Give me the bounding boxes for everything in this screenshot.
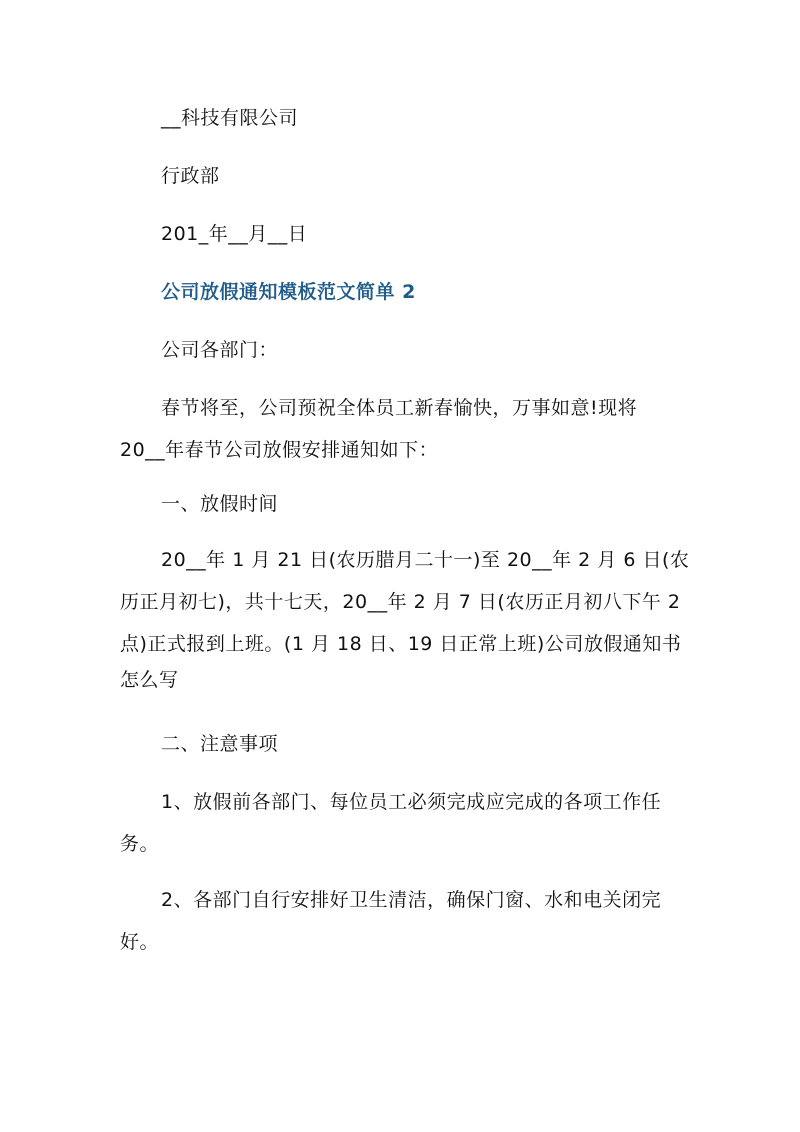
part2-item-1-line-1: 1、放假前各部门、每位员工必须完成应完成的各项工作任 [161, 791, 662, 813]
part1-line-3: 点)正式报到上班。(1 月 18 日、19 日正常上班)公司放假通知书 [120, 633, 682, 655]
part2-item-2-line-1: 2、各部门自行安排好卫生清洁，确保门窗、水和电关闭完 [161, 889, 662, 911]
signature-department: 行政部 [161, 165, 220, 187]
part1-heading: 一、放假时间 [161, 493, 279, 515]
part1-line-4: 怎么写 [120, 669, 179, 691]
salutation: 公司各部门： [161, 339, 279, 361]
intro-line-1: 春节将至，公司预祝全体员工新春愉快，万事如意!现将 [161, 397, 638, 419]
part2-item-1-line-2: 务。 [120, 833, 160, 855]
part1-line-1: 20__年 1 月 21 日(农历腊月二十一)至 20__年 2 月 6 日(农 [161, 549, 690, 571]
section-title: 公司放假通知模板范文简单 2 [161, 281, 416, 303]
part2-item-2-line-2: 好。 [120, 931, 160, 953]
signature-company: __科技有限公司 [161, 107, 299, 129]
part2-heading: 二、注意事项 [161, 733, 279, 755]
part1-line-2: 历正月初七)，共十七天，20__年 2 月 7 日(农历正月初八下午 2 [120, 591, 681, 613]
intro-line-2: 20__年春节公司放假安排通知如下： [120, 439, 439, 461]
signature-date: 201_年__月__日 [161, 223, 308, 245]
